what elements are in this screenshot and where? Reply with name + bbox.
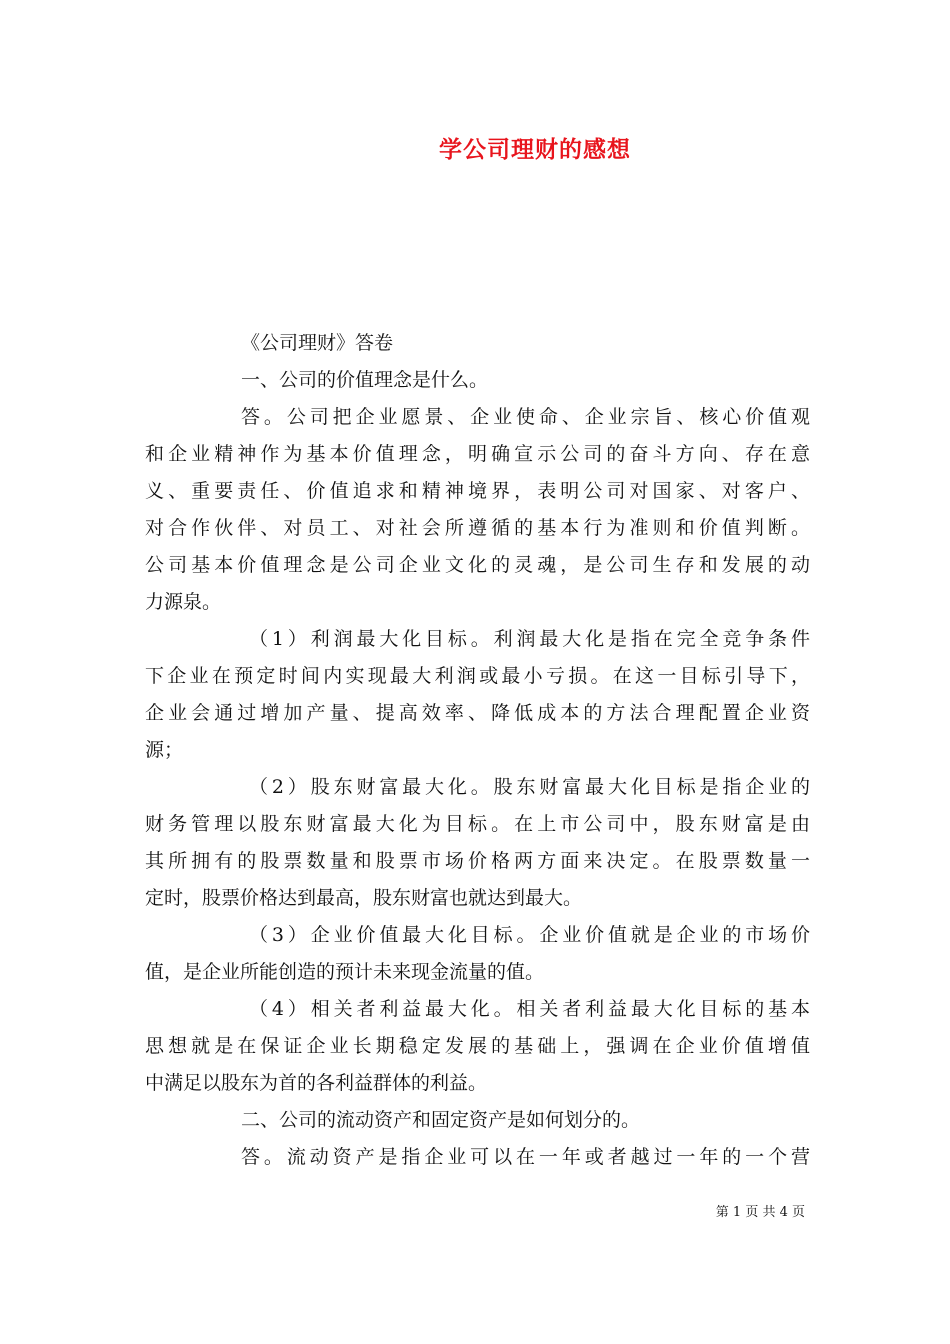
body-line: 思想就是在保证企业长期稳定发展的基础上，强调在企业价值增值	[145, 1035, 810, 1057]
body-line: 定时，股票价格达到最高，股东财富也就达到最大。	[145, 887, 583, 909]
body-line: （3）企业价值最大化目标。企业价值就是企业的市场价	[249, 924, 810, 946]
body-line: 值，是企业所能创造的预计未来现金流量的值。	[145, 961, 545, 983]
body-line: 下企业在预定时间内实现最大利润或最小亏损。在这一目标引导下，	[145, 665, 810, 687]
body-line: 公司基本价值理念是公司企业文化的灵魂，是公司生存和发展的动	[145, 554, 810, 576]
body-line: 一、公司的价值理念是什么。	[241, 369, 489, 391]
body-line: 对合作伙伴、对员工、对社会所遵循的基本行为准则和价值判断。	[145, 517, 810, 539]
body-line: 财务管理以股东财富最大化为目标。在上市公司中，股东财富是由	[145, 813, 810, 835]
body-line: （2）股东财富最大化。股东财富最大化目标是指企业的	[249, 776, 810, 798]
document-title: 学公司理财的感想	[439, 136, 631, 163]
body-line: 中满足以股东为首的各利益群体的利益。	[145, 1072, 488, 1094]
page-number-footer: 第 1 页 共 4 页	[715, 1205, 805, 1220]
body-line: 答。公司把企业愿景、企业使命、企业宗旨、核心价值观	[241, 406, 810, 428]
document-body	[145, 325, 810, 1176]
body-line: 义、重要责任、价值追求和精神境界，表明公司对国家、对客户、	[145, 480, 810, 502]
body-line: 《公司理财》答卷	[241, 332, 394, 354]
body-line: 答。流动资产是指企业可以在一年或者越过一年的一个营	[241, 1146, 810, 1168]
body-line: 力源泉。	[145, 591, 222, 613]
body-line: （4）相关者利益最大化。相关者利益最大化目标的基本	[249, 998, 810, 1020]
body-line: 其所拥有的股票数量和股票市场价格两方面来决定。在股票数量一	[145, 850, 810, 872]
body-line: （1）利润最大化目标。利润最大化是指在完全竞争条件	[249, 628, 810, 650]
body-line: 源；	[145, 739, 184, 761]
body-line: 二、公司的流动资产和固定资产是如何划分的。	[241, 1109, 641, 1131]
body-line: 企业会通过增加产量、提高效率、降低成本的方法合理配置企业资	[145, 702, 810, 724]
body-line: 和企业精神作为基本价值理念，明确宣示公司的奋斗方向、存在意	[145, 443, 810, 465]
